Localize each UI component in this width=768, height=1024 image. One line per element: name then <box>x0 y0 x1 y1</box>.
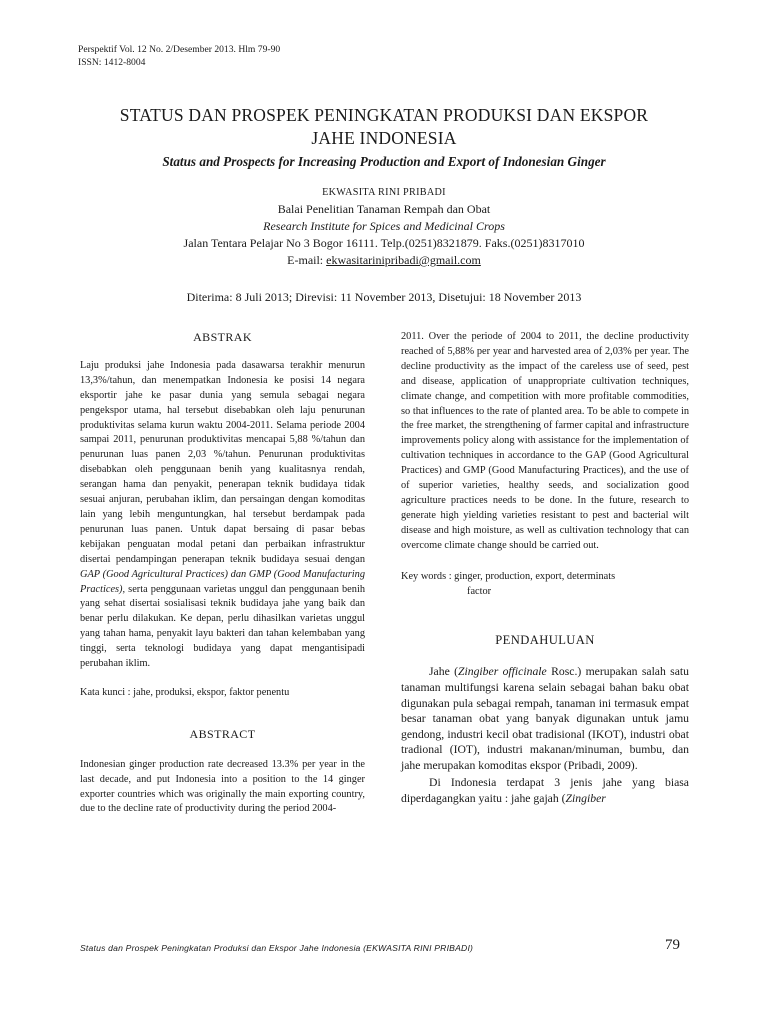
key-words <box>401 570 689 600</box>
author-email-link[interactable]: ekwasitarinipribadi@gmail.com <box>326 253 481 267</box>
running-footer: Status dan Prospek Peningkatan Produksi dan Ekspor Jahe Indonesia (EKWASITA RINI PRIBADI) <box>80 943 474 953</box>
paper-title-line1: STATUS DAN PROSPEK PENINGKATAN PRODUKSI DAN EKSPOR <box>119 105 649 125</box>
abstrak-heading: ABSTRAK <box>193 330 252 344</box>
key-words-line2: factor <box>467 585 492 597</box>
paper-title-english: Status and Prospects for Increasing Production and Export of Indonesian Ginger <box>162 154 606 169</box>
kata-kunci: Kata kunci : jahe, produksi, ekspor, faktor penentu <box>80 686 290 698</box>
abstrak-text: Laju produksi jahe Indonesia pada dasawarsa terakhir menurun 13,3%/tahun, dan menempatkan Indonesia ke posisi 14 negara eksportir jahe ke pasar dunia yang semula sebagai negara pengekspor utama, hal tersebut disebabkan oleh laju penurunan produktivitas selama kurun waktu 2004-2011. Selama periode 2004 sampai 2011, penurunan produktivitas mencapai 5,88 %/tahun dan penurunan luas panen 2,03 %/tahun. Penurunan produktivitas disebabkan oleh penggunaan benih yang kualitasnya rendah, serangan hama dan penyakit, penerapan teknik budidaya tidak sesuai anjuran, perubahan iklim, dan persaingan dengan komoditas lain yang lebih menguntungkan, hal tersebut berdampak pada penurunan luas panen. Untuk dapat bersaing di pasar bebas kebijakan penguatan modal petani dan perbaikan infrastruktur disertai pendampingan penerapan teknik budidaya sesuai dengan <box>80 359 365 565</box>
submission-dates: Diterima: 8 Juli 2013; Direvisi: 11 November 2013, Disetujui: 18 November 2013 <box>186 290 582 304</box>
abstract-heading: ABSTRACT <box>189 726 256 741</box>
p1-rest: Rosc.) merupakan salah satu tanaman multifungsi karena selain sebagai bahan baku obat digunakan pula sebagai rempah, tanaman ini termasuk empat besar tanaman obat yang banyak digunakan untuk jamu gendong, industri kecil obat tradisional (IKOT), industri obat tradional (IOT), industri makanan/minuman, bumbu, dan jahe merupakan komoditas ekspor (Pribadi, 2009). <box>401 665 689 772</box>
abstract-paragraph-left <box>80 758 365 818</box>
right-column <box>401 330 689 807</box>
abstrak-text-end: serta penggunaan varietas unggul dan penggunaan benih yang sehat disertai sosialisasi teknik budidaya jahe yang baik dan benar perlu dilakukan. Ke depan, perlu dihasilkan varietas unggul yang tahan hama, penyakit layu bakteri dan tahan kelembaban yang tinggi, serta teknologi budidaya yang dapat mengantisipadi perubahan iklim. <box>80 583 365 670</box>
email-label: E-mail: <box>287 253 327 267</box>
author-block <box>60 184 708 269</box>
p2-start: Di Indonesia terdapat 3 jenis jahe yang biasa diperdagangkan yaitu : jahe gajah ( <box>401 776 689 806</box>
abstract-text-right: 2011. Over the periode of 2004 to 2011, the decline productivity reached of 5,88% per year and harvested area of 2,03% per year. The decline productivity as the impact of the careless use of seed, pest and disease, application of unappropriate cultivation techniques, climate change, and competition with more profitable commodities, so that influences to the rate of planted area. To be able to compete in the free market, the strengthening of farmer capital and infrastructure improvements policy along with assistance for the implementation of cultivation techniques in accordance to the GAP (Good Agricultural Practices) and GMP (Good Manufacturing Practices), and the use of of superior varieties, healthy seeds, and socialization good agriculture practices needs to be done. In the future, research to generate high yielding varieties resistant to pest and bacterial wilt disease and high moisture, as well as cultivation technology that can overcome climate change should be carried out. <box>401 331 689 551</box>
pendahuluan-heading: PENDAHULUAN <box>495 633 595 648</box>
pendahuluan-paragraph-2 <box>401 775 689 806</box>
page-number: 79 <box>665 937 680 953</box>
abstrak-gap-gmp: GAP (Good Agricultural Practices) dan GMP (Good Manufacturing Practices), <box>80 568 365 595</box>
author-affiliation-en: Research Institute for Spices and Medicinal Crops <box>263 219 505 233</box>
title-block <box>60 104 708 171</box>
author-affiliation: Balai Penelitian Tanaman Rempah dan Obat <box>277 202 491 216</box>
author-name: EKWASITA RINI PRIBADI <box>322 187 446 198</box>
p2-genus: Zingiber <box>565 792 606 806</box>
pendahuluan-body <box>401 664 689 806</box>
issn: ISSN: 1412-8004 <box>78 56 146 68</box>
journal-header <box>78 44 280 69</box>
abstract-text-left: Indonesian ginger production rate decreased 13.3% per year in the last decade, and put Indonesia into a position to the 14 ginger exporter countries which was originally the main exporting country, due to the decline rate of productivity during the period 2004- <box>80 758 365 815</box>
key-words-line1: Key words : ginger, production, export, determinats <box>401 570 616 582</box>
journal-citation: Perspektif Vol. 12 No. 2/Desember 2013. Hlm 79-90 <box>78 44 281 55</box>
species-name: Zingiber officinale <box>458 665 547 679</box>
abstrak-paragraph <box>80 359 365 672</box>
paper-title-line2: JAHE INDONESIA <box>311 128 457 148</box>
pendahuluan-paragraph-1 <box>401 664 689 773</box>
left-column <box>80 330 365 817</box>
paper-title <box>60 104 708 150</box>
author-email-line <box>60 252 708 269</box>
author-address: Jalan Tentara Pelajar No 3 Bogor 16111. Telp.(0251)8321879. Faks.(0251)8317010 <box>183 236 585 250</box>
p1-start: Jahe ( <box>429 665 458 679</box>
abstract-paragraph-right <box>401 330 689 554</box>
